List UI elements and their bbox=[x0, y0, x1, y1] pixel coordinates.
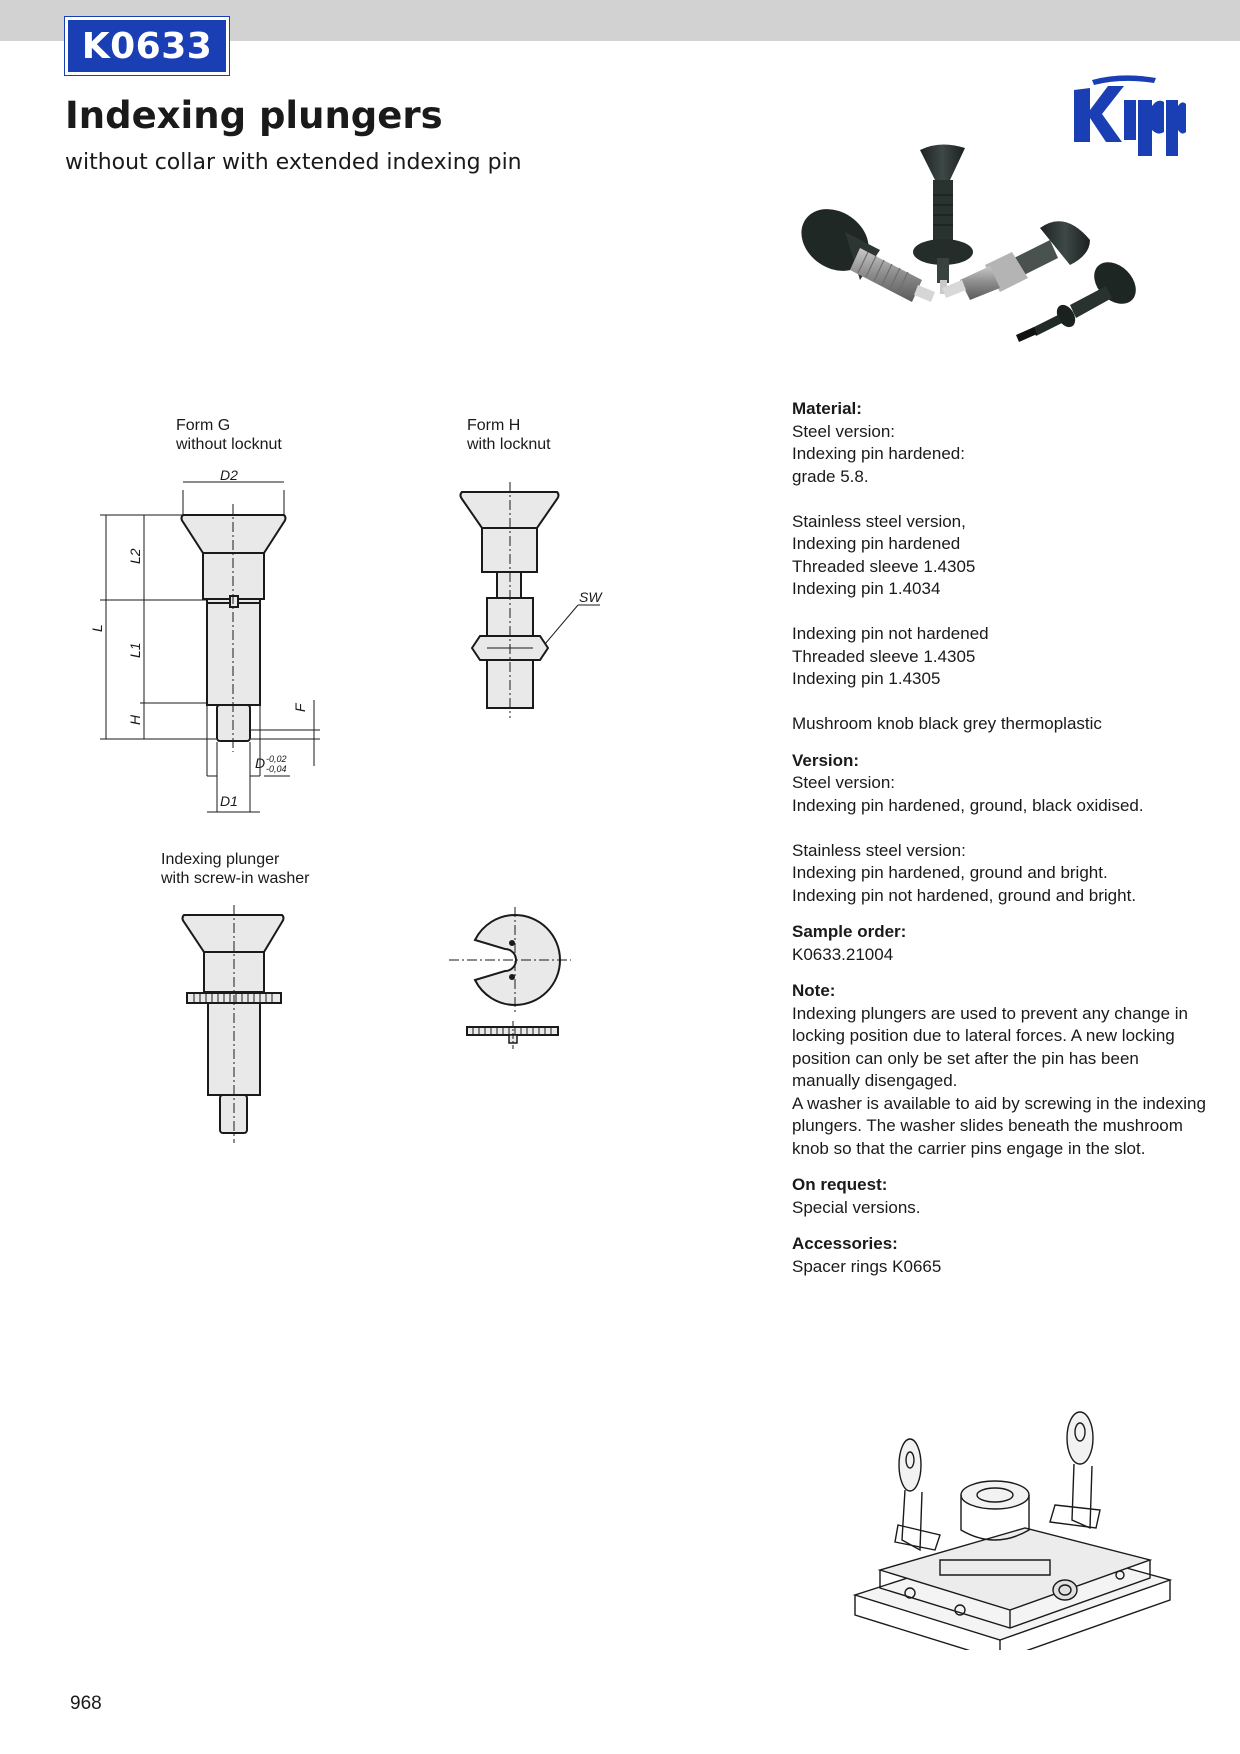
page-title: Indexing plungers bbox=[65, 94, 443, 137]
svg-text:F: F bbox=[292, 703, 308, 712]
note-section: Note: Indexing plungers are used to prevent any change in locking position due to lateral forces. A new locking position can only be set after the pin has been manually disengaged. A washer is available to aid by screwing in the indexing plungers. The washer slides beneath the mushroom knob so that the carrier pins engage in the slot. bbox=[792, 981, 1206, 1158]
svg-text:L: L bbox=[89, 624, 105, 632]
svg-text:D2: D2 bbox=[220, 467, 238, 483]
svg-text:SW: SW bbox=[579, 589, 602, 605]
svg-text:D: D bbox=[255, 755, 266, 771]
form-g-drawing bbox=[80, 460, 340, 820]
washer-detail-drawing bbox=[445, 905, 585, 1055]
washer-plunger-drawing bbox=[170, 905, 290, 1145]
page-subtitle: without collar with extended indexing pin bbox=[65, 150, 522, 175]
material-section: Material: Steel version: Indexing pin hardened: grade 5.8. Stainless steel version, Indexing pin hardened Threaded sleeve 1.4305 Indexing pin 1.4034 Indexing pin not hardened Threaded sleeve 1.4305 Indexing pin 1.4305 Mushroom knob black grey thermoplastic bbox=[792, 399, 1102, 733]
svg-text:L1: L1 bbox=[127, 642, 143, 658]
application-fixture-drawing bbox=[850, 1410, 1180, 1650]
svg-text:L2: L2 bbox=[127, 548, 143, 564]
svg-text:H: H bbox=[127, 714, 143, 725]
product-photo bbox=[790, 140, 1180, 385]
on-request-section: On request: Special versions. bbox=[792, 1175, 921, 1217]
product-code-badge: K0633 bbox=[65, 17, 229, 75]
accessories-section: Accessories: Spacer rings K0665 bbox=[792, 1234, 942, 1276]
form-g-label: Form G without locknut bbox=[176, 417, 282, 453]
page-number: 968 bbox=[70, 1693, 102, 1714]
washer-label: Indexing plunger with screw-in washer bbox=[161, 851, 310, 887]
svg-text:-0,02: -0,02 bbox=[266, 754, 287, 764]
sample-order-section: Sample order: K0633.21004 bbox=[792, 922, 907, 964]
version-section: Version: Steel version: Indexing pin hardened, ground, black oxidised. Stainless steel version: Indexing pin hardened, ground and bright. Indexing pin not hardened, ground and bright. bbox=[792, 750, 1144, 905]
form-h-label: Form H with locknut bbox=[467, 417, 551, 453]
svg-text:D1: D1 bbox=[220, 793, 238, 809]
spec-column bbox=[792, 398, 1206, 1292]
svg-text:-0,04: -0,04 bbox=[266, 764, 287, 774]
form-h-drawing bbox=[440, 470, 620, 720]
